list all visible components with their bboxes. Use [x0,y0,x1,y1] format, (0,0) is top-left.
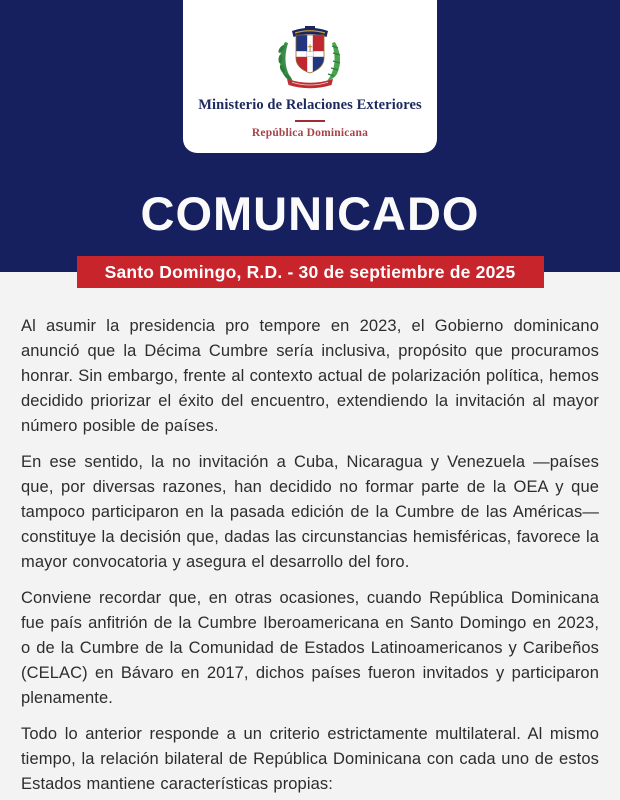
country-name: República Dominicana [251,127,369,139]
header-banner [0,0,620,272]
ministry-name: Ministerio de Relaciones Exteriores [198,97,422,113]
red-divider [295,120,325,122]
dominican-coat-of-arms-icon [268,22,352,92]
page-title: COMUNICADO [140,187,480,240]
body-paragraph-1: Al asumir la presidencia pro tempore en 2023, el Gobierno dominicano anunció que la Décima Cumbre sería inclusiva, propósito que procuramos honrar. Sin embargo, frente al contexto actual de polarización política, hemos decidido priorizar el éxito del encuentro, extendiendo la invitación al mayor número posible de países. [21,317,599,435]
body-paragraph-4: Todo lo anterior responde a un criterio estrictamente multilateral. Al mismo tiempo, la relación bilateral de República Dominicana con cada uno de estos Estados mantiene características propias: [21,725,599,793]
body-paragraph-2: En ese sentido, la no invitación a Cuba, Nicaragua y Venezuela —países que, por diversas razones, han decidido no formar parte de la OEA y que tampoco participaron en la pasada edición de la Cumbre de las Américas— constituye la decisión que, dadas las circunstancias hemisféricas, favorece la mayor convocatoria y asegura el desarrollo del foro. [21,453,599,571]
body-paragraph-3: Conviene recordar que, en otras ocasiones, cuando República Dominicana fue país anfitrión de la Cumbre Iberoamericana en Santo Domingo en 2023, o de la Cumbre de la Comunidad de Estados Latinoamericanos y Caribeños (CELAC) en Bávaro en 2017, dichos países fueron invitados y participaron plenamente. [21,589,599,707]
communique-body [0,288,620,797]
ministry-card [183,0,437,153]
date-banner: Santo Domingo, R.D. - 30 de septiembre de 2025 [77,256,544,288]
